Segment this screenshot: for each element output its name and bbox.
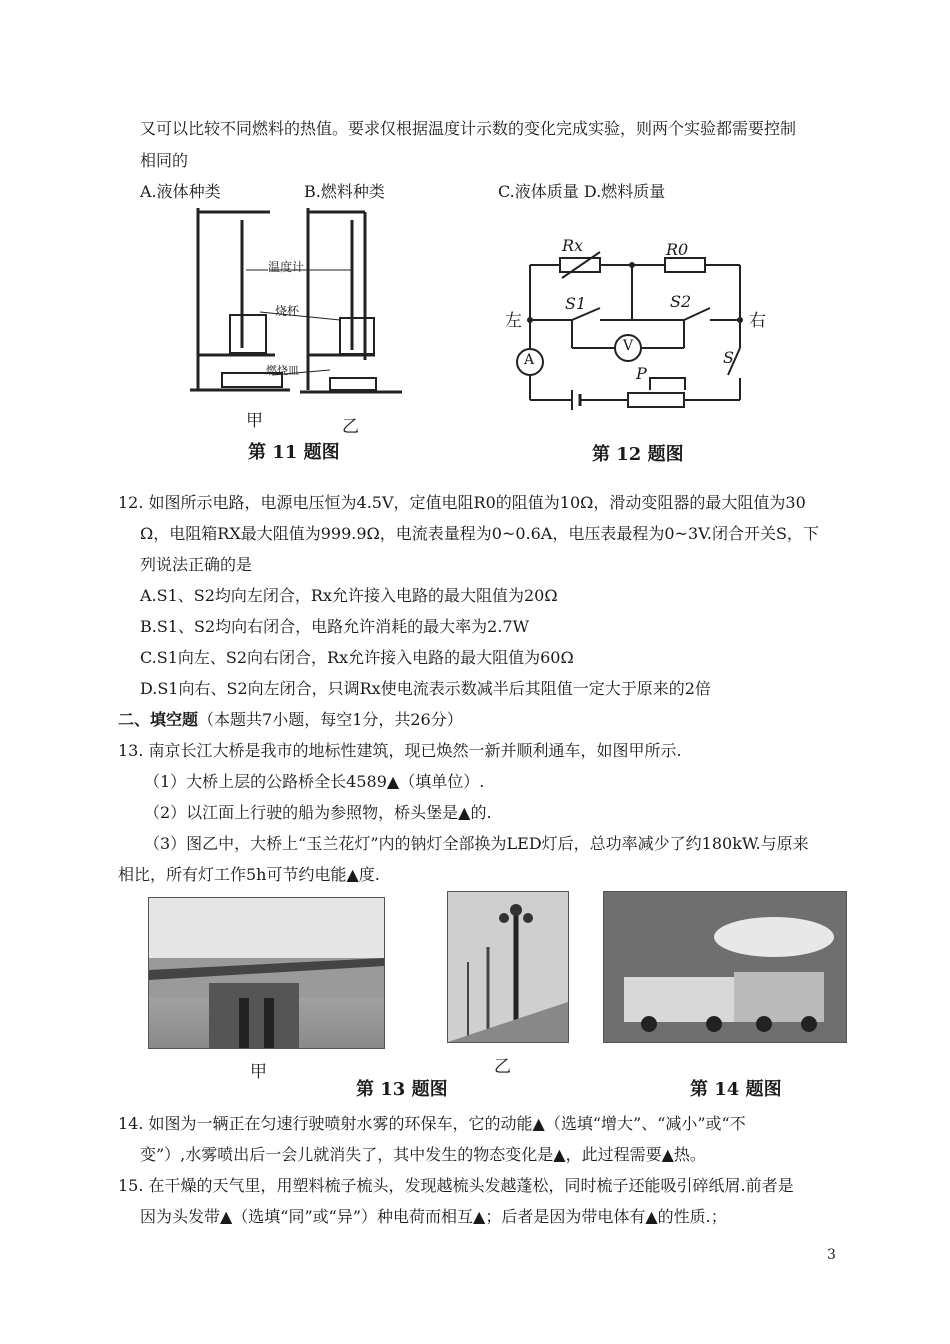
label-yi-11: 乙 bbox=[342, 417, 359, 437]
q11-option-b: B.燃料种类 bbox=[304, 182, 385, 201]
photo-bridge-sketch bbox=[149, 898, 384, 1048]
label-dish: 燃烧皿 bbox=[266, 364, 299, 377]
section-2-heading bbox=[118, 709, 463, 731]
q11-option-a: A.液体种类 bbox=[140, 182, 221, 201]
ammeter-symbol: A bbox=[524, 352, 535, 368]
caption-figure-14: 第 14 题图 bbox=[690, 1079, 782, 1100]
q12-option-d: D.S1向右、S2向左闭合，只调Rx使电流表示数减半后其阻值一定大于原来的2倍 bbox=[140, 679, 711, 698]
label-s: S bbox=[723, 348, 734, 367]
q15-line1: 15. 在干燥的天气里，用塑料梳子梳头，发现越梳头发越蓬松，同时梳子还能吸引碎纸屑.前者是 bbox=[118, 1176, 794, 1195]
label-rx: Rx bbox=[562, 236, 584, 255]
q13-part2: （2）以江面上行驶的船为参照物，桥头堡是▲的. bbox=[144, 803, 492, 822]
label-thermometer: 温度计 bbox=[268, 260, 305, 274]
label-beaker: 烧杯 bbox=[275, 304, 300, 318]
photo-lamps-sketch bbox=[448, 892, 568, 1042]
page-number: 3 bbox=[827, 1247, 836, 1263]
photo-spray-truck bbox=[603, 891, 847, 1043]
q11-option-cd: C.液体质量 D.燃料质量 bbox=[498, 182, 666, 201]
label-jia-13: 甲 bbox=[250, 1062, 267, 1082]
photo-bridge bbox=[148, 897, 385, 1049]
label-jia-11: 甲 bbox=[246, 411, 263, 431]
q13-part3b: 相比，所有灯工作5h可节约电能▲度. bbox=[118, 865, 380, 884]
label-r0: R0 bbox=[666, 240, 689, 259]
label-s2: S2 bbox=[670, 292, 692, 311]
label-s1: S1 bbox=[565, 294, 587, 313]
caption-figure-13: 第 13 题图 bbox=[356, 1079, 448, 1100]
q11-line2: 相同的 bbox=[140, 151, 189, 170]
q13-part3a: （3）图乙中，大桥上“玉兰花灯”内的钠灯全部换为LED灯后，总功率减少了约180kW.与原来 bbox=[144, 834, 809, 853]
photo-truck-sketch bbox=[604, 892, 846, 1042]
label-left: 左 bbox=[505, 311, 522, 331]
label-yi-13: 乙 bbox=[494, 1057, 511, 1077]
q12-line3: 列说法正确的是 bbox=[140, 555, 253, 574]
q13-stem: 13. 南京长江大桥是我市的地标性建筑，现已焕然一新并顺利通车，如图甲所示. bbox=[118, 741, 682, 760]
q15-line2: 因为头发带▲（选填“同”或“异”）种电荷而相互▲；后者是因为带电体有▲的性质.； bbox=[140, 1207, 727, 1226]
q12-line2: Ω，电阻箱RX最大阻值为999.9Ω，电流表量程为0~0.6A，电压表最程为0~3V.闭合开关S，下 bbox=[140, 524, 819, 543]
figure-11-apparatus bbox=[180, 200, 420, 440]
q14-line2: 变”）,水雾喷出后一会儿就消失了，其中发生的物态变化是▲，此过程需要▲热。 bbox=[140, 1145, 706, 1164]
q14-line1: 14. 如图为一辆正在匀速行驶喷射水雾的环保车，它的动能▲（选填“增大”、“减小”或“不 bbox=[118, 1114, 746, 1133]
caption-figure-12: 第 12 题图 bbox=[592, 444, 684, 465]
label-p: P bbox=[636, 364, 647, 383]
q13-part1: （1）大桥上层的公路桥全长4589▲（填单位）. bbox=[144, 772, 485, 791]
voltmeter-symbol: V bbox=[623, 338, 634, 354]
q12-line1: 12. 如图所示电路，电源电压恒为4.5V，定值电阻R0的阻值为10Ω，滑动变阻器的最大阻值为30 bbox=[118, 493, 806, 512]
section-2-note: （本题共7小题，每空1分，共26分） bbox=[198, 710, 463, 729]
q12-option-a: A.S1、S2均向左闭合，Rx允许接入电路的最大阻值为20Ω bbox=[140, 586, 558, 605]
caption-figure-11: 第 11 题图 bbox=[248, 442, 340, 463]
q12-option-c: C.S1向左、S2向右闭合，Rx允许接入电路的最大阻值为60Ω bbox=[140, 648, 574, 667]
photo-street-lamps bbox=[447, 891, 569, 1043]
label-right: 右 bbox=[749, 311, 766, 331]
q11-line1: 又可以比较不同燃料的热值。要求仅根据温度计示数的变化完成实验，则两个实验都需要控制 bbox=[140, 119, 797, 138]
figure-12-circuit bbox=[500, 230, 770, 420]
q12-option-b: B.S1、S2均向右闭合，电路允许消耗的最大率为2.7W bbox=[140, 617, 530, 636]
section-2-title: 二、填空题 bbox=[118, 710, 199, 729]
